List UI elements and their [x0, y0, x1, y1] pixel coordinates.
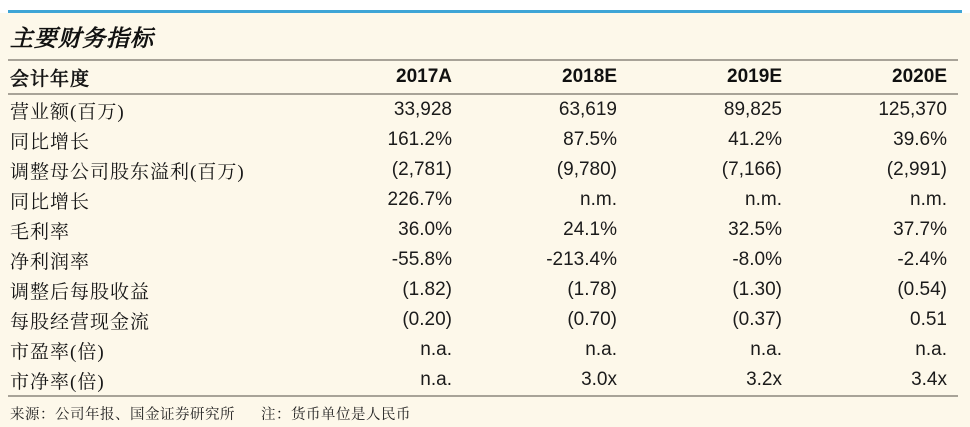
- table-row-revenue-yoy-growth: [0, 125, 970, 155]
- cell-value: -55.8%: [391, 249, 452, 270]
- cell-value: 63,619: [558, 99, 617, 120]
- cell-value: (1.30): [732, 279, 782, 300]
- cell-value: 3.2x: [746, 369, 782, 390]
- row-label: 调整后每股收益: [10, 281, 151, 303]
- cell-value: 32.5%: [728, 219, 782, 240]
- row-label: 营业额(百万): [10, 101, 125, 123]
- footer-note: 注：货币单位是人民币: [261, 407, 411, 423]
- table-row-operating-cashflow-per-share: [0, 305, 970, 335]
- table-row-profit-yoy-growth: [0, 185, 970, 215]
- cell-value: 37.7%: [893, 219, 947, 240]
- cell-value: (0.70): [567, 309, 617, 330]
- row-label: 市盈率(倍): [10, 341, 105, 363]
- table-row-adjusted-profit: [0, 155, 970, 185]
- table-row-pb-ratio: [0, 365, 970, 395]
- header-year-2020e: 2020E: [892, 66, 947, 87]
- cell-value: (1.78): [567, 279, 617, 300]
- cell-value: 3.4x: [911, 369, 947, 390]
- row-label: 每股经营现金流: [10, 311, 151, 333]
- cell-value: n.a.: [420, 369, 452, 390]
- row-label: 调整母公司股东溢利(百万): [10, 161, 245, 183]
- row-label: 市净率(倍): [10, 371, 105, 393]
- cell-value: (9,780): [556, 159, 617, 180]
- cell-value: 89,825: [723, 99, 782, 120]
- table-row-net-margin: [0, 245, 970, 275]
- cell-value: n.a.: [750, 339, 782, 360]
- cell-value: -2.4%: [897, 249, 947, 270]
- header-fiscal-year-label: 会计年度: [10, 68, 91, 90]
- cell-value: 0.51: [910, 309, 947, 330]
- footer: [0, 397, 970, 424]
- cell-value: -8.0%: [732, 249, 782, 270]
- table-header-row: [0, 61, 970, 93]
- cell-value: n.m.: [580, 189, 617, 210]
- cell-value: (0.37): [732, 309, 782, 330]
- cell-value: 36.0%: [398, 219, 452, 240]
- table-row-pe-ratio: [0, 335, 970, 365]
- cell-value: 24.1%: [563, 219, 617, 240]
- table-row-adjusted-eps: [0, 275, 970, 305]
- cell-value: (0.54): [897, 279, 947, 300]
- cell-value: n.a.: [915, 339, 947, 360]
- cell-value: 33,928: [393, 99, 452, 120]
- cell-value: 87.5%: [563, 129, 617, 150]
- row-label: 净利润率: [10, 251, 91, 273]
- row-label: 同比增长: [10, 191, 91, 213]
- footer-source: 来源：公司年报、国金证券研究所: [10, 407, 235, 423]
- header-year-2018e: 2018E: [562, 66, 617, 87]
- cell-value: (2,781): [391, 159, 452, 180]
- table-row-gross-margin: [0, 215, 970, 245]
- cell-value: 125,370: [878, 99, 947, 120]
- row-label: 毛利率: [10, 221, 71, 243]
- header-year-2019e: 2019E: [727, 66, 782, 87]
- table-row-revenue: [0, 95, 970, 125]
- cell-value: (1.82): [402, 279, 452, 300]
- cell-value: n.m.: [745, 189, 782, 210]
- cell-value: n.a.: [585, 339, 617, 360]
- cell-value: (2,991): [886, 159, 947, 180]
- cell-value: 3.0x: [581, 369, 617, 390]
- cell-value: n.a.: [420, 339, 452, 360]
- row-label: 同比增长: [10, 131, 91, 153]
- table-content: [0, 13, 970, 427]
- top-margin: [0, 0, 970, 10]
- cell-value: 39.6%: [893, 129, 947, 150]
- page-title: 主要财务指标: [10, 26, 154, 51]
- cell-value: -213.4%: [546, 249, 617, 270]
- header-year-2017a: 2017A: [396, 66, 452, 87]
- cell-value: n.m.: [910, 189, 947, 210]
- cell-value: 161.2%: [387, 129, 452, 150]
- cell-value: 226.7%: [387, 189, 452, 210]
- cell-value: (0.20): [402, 309, 452, 330]
- title-block: [0, 13, 970, 59]
- cell-value: (7,166): [721, 159, 782, 180]
- cell-value: 41.2%: [728, 129, 782, 150]
